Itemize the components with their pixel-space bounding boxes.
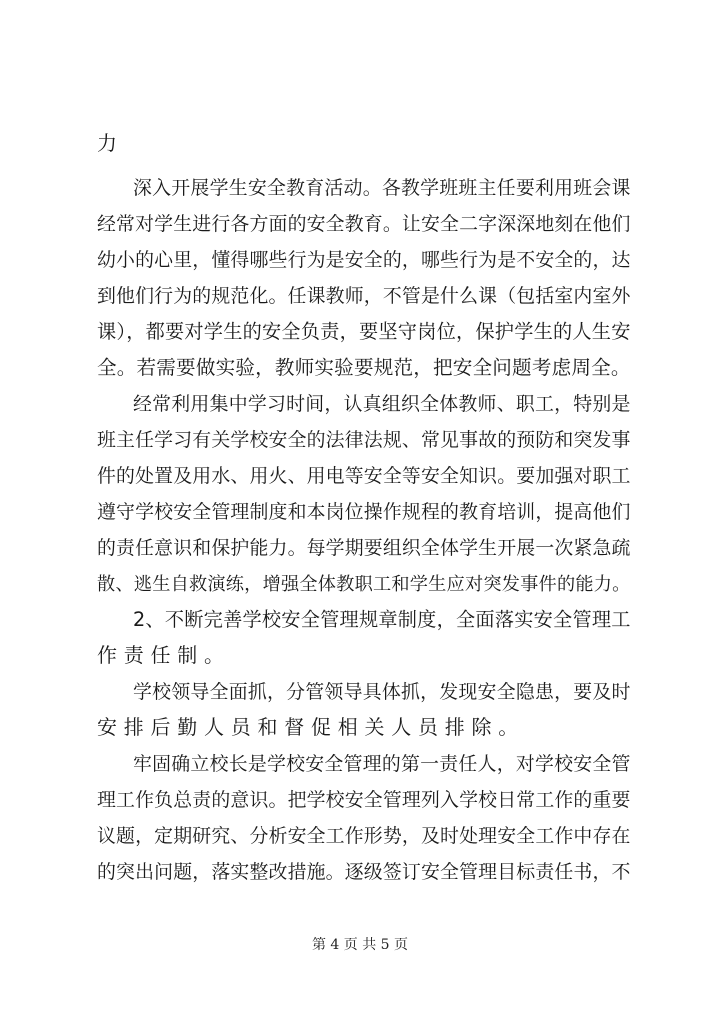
text-line-content: 幼小的心里，懂得哪些行为是安全的，哪些行为是不安全的，达 bbox=[97, 249, 631, 271]
text-line-content: 经常对学生进行各方面的安全教育。让安全二字深深地刻在他们 bbox=[97, 213, 631, 235]
text-line bbox=[97, 125, 632, 161]
text-line bbox=[133, 169, 632, 205]
text-line-content: 到他们行为的规范化。任课教师，不管是什么课（包括室内室外 bbox=[97, 285, 631, 307]
text-line-content: 牢固确立校长是学校安全管理的第一责任人，对学校安全管 bbox=[133, 753, 631, 775]
text-line-content: 课），都要对学生的安全负责，要坚守岗位，保护学生的人生安 bbox=[97, 320, 631, 343]
page-number-footer: 第 4 页 共 5 页 bbox=[311, 937, 409, 953]
text-line bbox=[97, 853, 632, 889]
text-line bbox=[97, 493, 632, 529]
text-line bbox=[97, 241, 632, 277]
text-line-content: 全。若需要做实验，教师实验要规范，把安全问题考虑周全。 bbox=[97, 356, 631, 379]
text-line bbox=[97, 637, 632, 673]
text-line-content: 2、不断完善学校安全管理规章制度，全面落实安全管理工 bbox=[133, 608, 631, 631]
text-line-content: 经常利用集中学习时间，认真组织全体教师、职工，特别是 bbox=[133, 393, 631, 415]
text-line bbox=[97, 529, 632, 565]
text-line bbox=[97, 817, 632, 853]
text-line bbox=[133, 385, 632, 421]
text-line bbox=[97, 421, 632, 457]
text-line-content: 力 bbox=[97, 131, 117, 155]
text-line bbox=[97, 349, 632, 385]
text-line-content: 安排后勤人员和督促相关人员排除。 bbox=[97, 715, 525, 739]
text-line-content: 作责任制。 bbox=[97, 643, 231, 667]
text-line bbox=[133, 745, 632, 781]
text-line-content: 学校领导全面抓，分管领导具体抓，发现安全隐患，要及时 bbox=[133, 681, 631, 703]
text-line bbox=[97, 565, 632, 601]
text-line bbox=[97, 205, 632, 241]
text-line-content: 深入开展学生安全教育活动。各教学班班主任要利用班会课 bbox=[133, 177, 631, 199]
text-line-content: 的突出问题，落实整改措施。逐级签订安全管理目标责任书，不 bbox=[97, 861, 631, 883]
text-line-content: 班主任学习有关学校安全的法律法规、常见事故的预防和突发事 bbox=[97, 429, 631, 451]
text-line-content: 遵守学校安全管理制度和本岗位操作规程的教育培训，提高他们 bbox=[97, 501, 631, 523]
text-line bbox=[97, 277, 632, 313]
text-line-content: 的责任意识和保护能力。每学期要组织全体学生开展一次紧急疏 bbox=[97, 537, 631, 559]
text-line-content: 理工作负总责的意识。把学校安全管理列入学校日常工作的重要 bbox=[97, 789, 631, 811]
text-line bbox=[133, 601, 632, 637]
text-line bbox=[97, 313, 632, 349]
text-line bbox=[133, 673, 632, 709]
text-line-content: 散、逃生自救演练，增强全体教职工和学生应对突发事件的能力。 bbox=[97, 574, 631, 595]
text-line-content: 件的处置及用水、用火、用电等安全等安全知识。要加强对职工 bbox=[97, 465, 631, 487]
text-line-content: 议题，定期研究、分析安全工作形势，及时处理安全工作中存在 bbox=[97, 825, 631, 847]
text-line bbox=[97, 709, 632, 745]
text-line bbox=[97, 457, 632, 493]
text-line bbox=[97, 781, 632, 817]
